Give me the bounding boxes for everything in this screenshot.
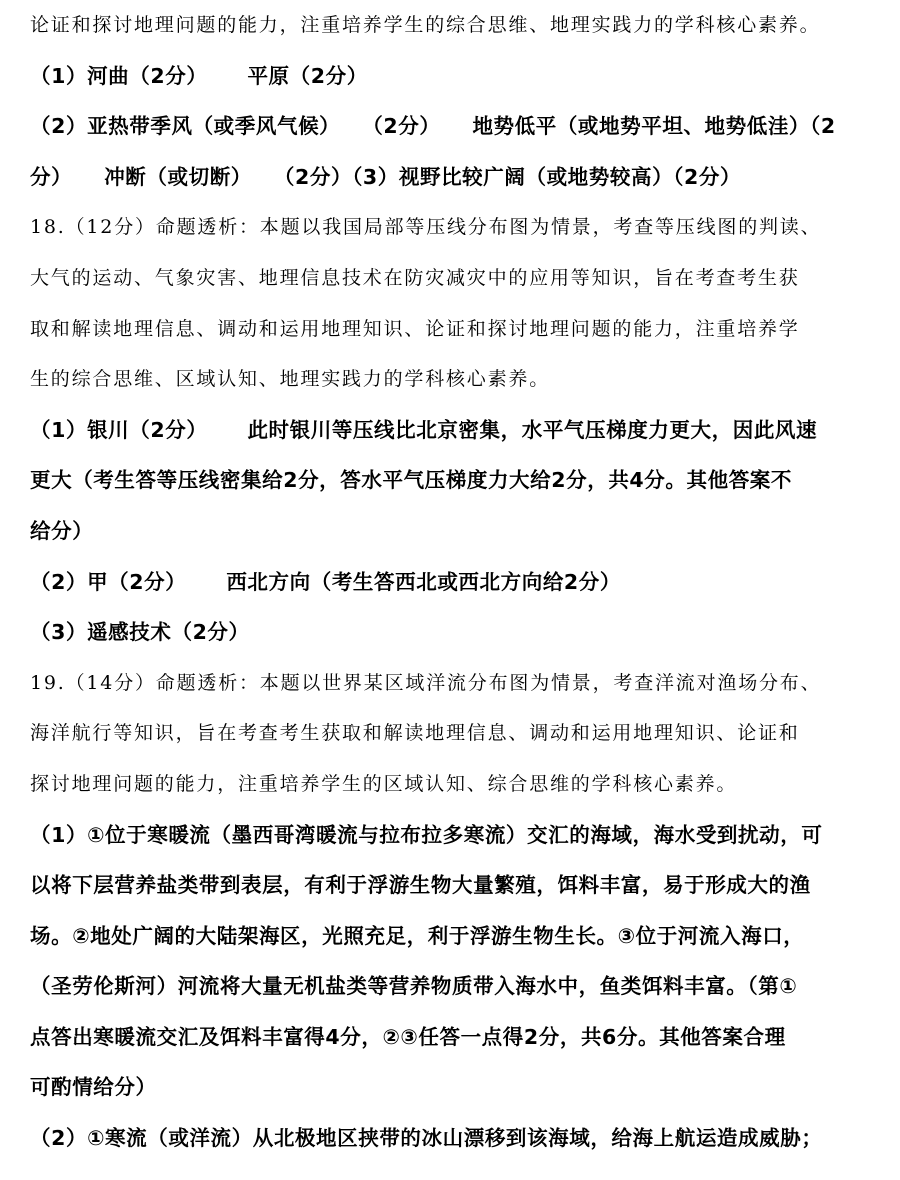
answer-19-2-line-1: （2）①寒流（或洋流）从北极地区挟带的冰山漂移到该海域，给海上航运造成威胁； <box>30 1126 823 1151</box>
answer-19-1-line-6: 可酌情给分） <box>30 1075 157 1100</box>
analysis-19-line-1: 19.（14分）命题透析：本题以世界某区域洋流分布图为情景，考查洋流对渔场分布、 <box>30 671 822 694</box>
analysis-18-line-3: 取和解读地理信息、调动和运用地理知识、论证和探讨地理问题的能力，注重培养学 <box>30 317 800 340</box>
answer-document <box>30 0 882 1164</box>
answer-18-2: （2）甲（2分） 西北方向（考生答西北或西北方向给2分） <box>30 569 621 594</box>
answer-17-2-3: 分） 冲断（或切断） （2分）（3）视野比较广阔（或地势较高）（2分） <box>30 164 742 189</box>
answer-17-1: （1）河曲（2分） 平原（2分） <box>30 63 368 88</box>
answer-18-1-line-1: （1）银川（2分） 此时银川等压线比北京密集，水平气压梯度力更大，因此风速 <box>30 417 818 442</box>
answer-18-1-line-2: 更大（考生答等压线密集给2分，答水平气压梯度力大给2分，共4分。其他答案不 <box>30 468 792 493</box>
answer-19-1-line-3: 场。②地处广阔的大陆架海区，光照充足，利于浮游生物生长。③位于河流入海口， <box>30 923 805 948</box>
analysis-19-line-3: 探讨地理问题的能力，注重培养学生的区域认知、综合思维的学科核心素养。 <box>30 772 738 795</box>
answer-18-3: （3）遥感技术（2分） <box>30 620 250 645</box>
analysis-18-line-4: 生的综合思维、区域认知、地理实践力的学科核心素养。 <box>30 368 551 391</box>
analysis-18-line-1: 18.（12分）命题透析：本题以我国局部等压线分布图为情景，考查等压线图的判读、 <box>30 216 822 239</box>
answer-17-2: （2）亚热带季风（或季风气候） （2分） 地势低平（或地势平坦、地势低洼）（2 <box>30 114 836 139</box>
answer-19-1-line-1: （1）①位于寒暖流（墨西哥湾暖流与拉布拉多寒流）交汇的海域，海水受到扰动，可 <box>30 822 823 847</box>
answer-18-1-line-3: 给分） <box>30 518 94 543</box>
analysis-19-line-2: 海洋航行等知识，旨在考查考生获取和解读地理信息、调动和运用地理知识、论证和 <box>30 722 800 745</box>
answer-19-1-line-5: 点答出寒暖流交汇及饵料丰富得4分，②③任答一点得2分，共6分。其他答案合理 <box>30 1024 786 1049</box>
analysis-18-line-2: 大气的运动、气象灾害、地理信息技术在防灾减灾中的应用等知识，旨在考查考生获 <box>30 266 800 289</box>
text-line-1: 论证和探讨地理问题的能力，注重培养学生的综合思维、地理实践力的学科核心素养。 <box>30 14 821 36</box>
answer-19-1-line-2: 以将下层营养盐类带到表层，有利于浮游生物大量繁殖，饵料丰富，易于形成大的渔 <box>30 873 811 898</box>
answer-19-1-line-4: （圣劳伦斯河）河流将大量无机盐类等营养物质带入海水中，鱼类饵料丰富。（第① <box>30 974 798 999</box>
